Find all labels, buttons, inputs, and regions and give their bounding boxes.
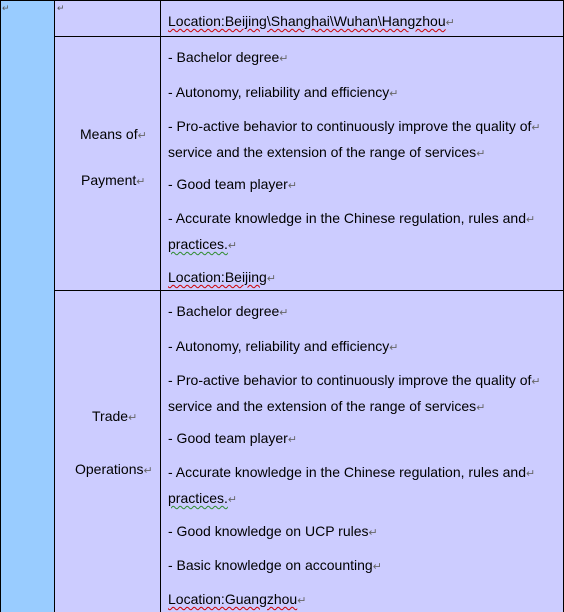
row0-divider [160,0,161,36]
list-item: practices.↵ [168,490,238,506]
location-row0: Location:Beijing\Shanghai\Wuhan\Hangzhou↵ [168,13,455,29]
list-item: - Basic knowledge on accounting↵ [168,557,382,573]
location-payment: Location:Beijing↵ [168,269,277,285]
list-item: - Pro-active behavior to continuously improve the quality of↵ [168,118,541,134]
list-item: - Accurate knowledge in the Chinese regulation, rules and↵ [168,210,536,226]
table-border-left [0,0,1,612]
list-item: - Accurate knowledge in the Chinese regulation, rules and↵ [168,464,536,480]
payment-label-2: Payment↵ [81,172,146,188]
payment-label-1: Means of↵ [80,126,147,142]
paragraph-mark: ↵ [2,3,10,13]
list-item: service and the extension of the range of services↵ [168,144,486,160]
paragraph-mark: ↵ [57,3,65,13]
table-border-col2 [160,36,161,612]
trade-label-2: Operations↵ [75,461,153,477]
left-column [0,0,55,612]
row-divider-2 [54,290,564,291]
list-item: - Bachelor degree↵ [168,49,289,65]
trade-label-1: Trade↵ [92,408,138,424]
row-divider-1 [54,36,564,37]
list-item: - Good team player↵ [168,176,298,192]
list-item: - Pro-active behavior to continuously improve the quality of↵ [168,372,541,388]
table-border-col1 [54,0,55,612]
location-trade: Location:Guangzhou↵ [168,591,307,607]
paragraph-mark: ↵ [445,17,455,29]
list-item: - Good team player↵ [168,430,298,446]
list-item: - Bachelor degree↵ [168,303,289,319]
list-item: practices.↵ [168,236,238,252]
list-item: service and the extension of the range of services↵ [168,398,486,414]
list-item: - Autonomy, reliability and efficiency↵ [168,338,399,354]
list-item: - Good knowledge on UCP rules↵ [168,523,378,539]
label-column [55,0,161,612]
list-item: - Autonomy, reliability and efficiency↵ [168,84,399,100]
